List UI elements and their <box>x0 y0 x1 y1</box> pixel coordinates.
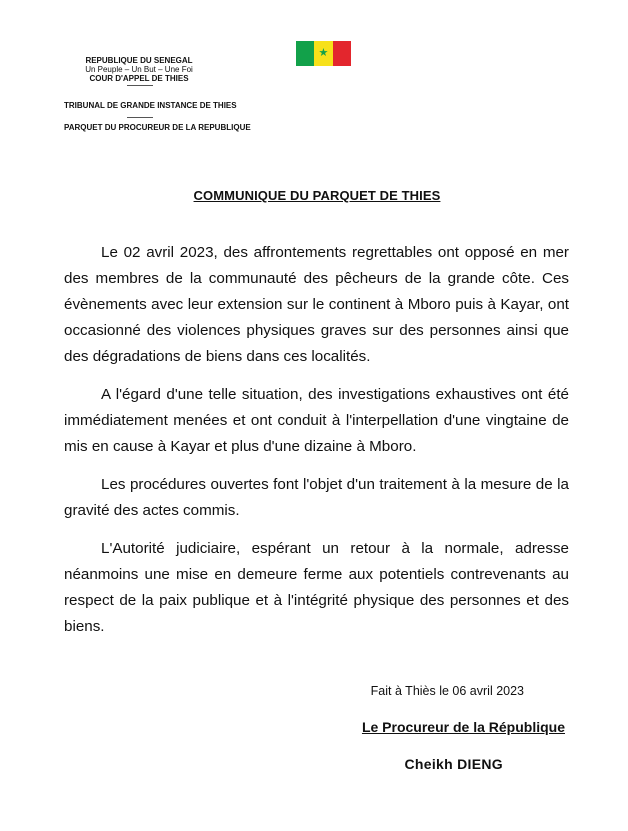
national-motto: Un Peuple – Un But – Une Foi <box>85 65 193 74</box>
country-name: REPUBLIQUE DU SENEGAL <box>85 56 193 65</box>
paragraph: L'Autorité judiciaire, espérant un retour à la normale, adresse néanmoins une mise en demeure ferme aux potentiels contrevenants au respect de la paix publique et à l'intégrité physique des personnes et des biens. <box>64 540 569 635</box>
paragraph: A l'égard d'une telle situation, des investigations exhaustives ont été immédiatement menées et ont conduit à l'interpellation d'une vingtaine de mis en cause à Kayar et plus d'une dizaine à Mboro. <box>64 386 569 455</box>
communique-body <box>64 240 569 652</box>
signatory-role: Le Procureur de la République <box>361 719 565 735</box>
court-of-appeal: COUR D'APPEL DE THIES <box>89 74 189 83</box>
flag-green-band <box>296 41 314 66</box>
paragraph: Les procédures ouvertes font l'objet d'un traitement à la mesure de la gravité des actes commis. <box>64 476 569 519</box>
senegal-flag-icon <box>296 41 351 66</box>
document-title: COMMUNIQUE DU PARQUET DE THIES <box>193 188 441 203</box>
paragraph: Le 02 avril 2023, des affrontements regrettables ont opposé en mer des membres de la communauté des pêcheurs de la grande côte. Ces évènements avec leur extension sur le continent à Mboro puis à Kayar, ont occasionné des violences physiques graves sur des personnes ainsi que des dégradations de biens dans ces localités. <box>64 244 569 365</box>
star-icon: ★ <box>318 46 329 59</box>
header-divider <box>127 85 153 86</box>
place-date: Fait à Thiès le 06 avril 2023 <box>370 684 524 698</box>
parquet-name: PARQUET DU PROCUREUR DE LA REPUBLIQUE <box>64 123 251 132</box>
flag-yellow-band <box>314 41 332 66</box>
letterhead <box>64 56 264 132</box>
flag-red-band <box>333 41 351 66</box>
header-divider <box>127 117 153 118</box>
tribunal-name: TRIBUNAL DE GRANDE INSTANCE DE THIES <box>64 101 237 110</box>
signatory-name: Cheikh DIENG <box>404 756 503 772</box>
